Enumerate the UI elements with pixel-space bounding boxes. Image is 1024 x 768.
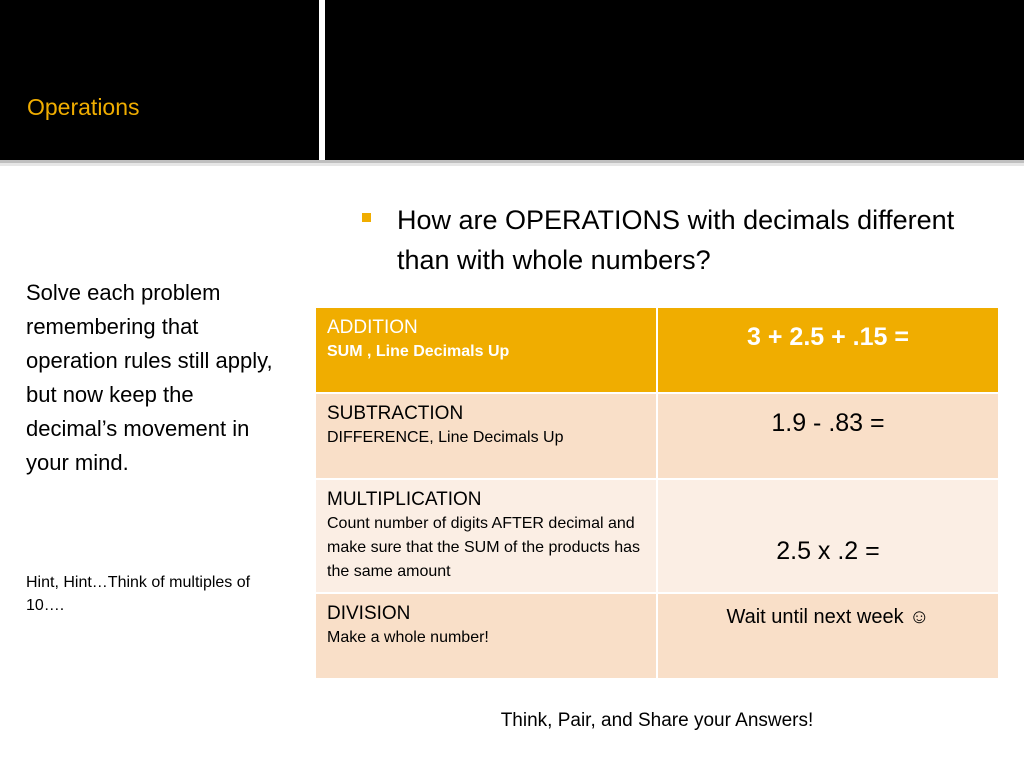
footer-text: Think, Pair, and Share your Answers! <box>500 710 814 731</box>
operation-cell <box>315 307 657 393</box>
problem-text: Wait until next week ☺ <box>726 606 930 628</box>
table-row-subtraction <box>315 393 999 479</box>
problem-text: 3 + 2.5 + .15 = <box>747 323 909 351</box>
operation-name: DIVISION <box>327 603 411 624</box>
slide-title: Operations <box>27 94 140 120</box>
problem-cell <box>657 307 999 393</box>
title-band-divider <box>319 0 325 160</box>
problem-cell <box>657 393 999 479</box>
operation-name: SUBTRACTION <box>327 403 464 424</box>
operation-name: ADDITION <box>327 317 418 338</box>
header-rule-light <box>0 163 1024 166</box>
square-bullet-icon <box>362 213 371 222</box>
operation-cell <box>315 479 657 593</box>
operation-name: MULTIPLICATION <box>327 489 482 510</box>
question-text: How are OPERATIONS with decimals different than with whole numbers? <box>397 205 955 275</box>
instructions-text: Solve each problem remembering that operation rules still apply, but now keep the decimal’s movement in your mind. <box>26 280 273 475</box>
problem-text: 1.9 - .83 = <box>771 409 885 437</box>
table-row-addition <box>315 307 999 393</box>
problem-cell <box>657 593 999 679</box>
operation-description: Count number of digits AFTER decimal and make sure that the SUM of the products has the same amount <box>327 515 641 580</box>
operation-cell <box>315 593 657 679</box>
table-row-division <box>315 593 999 679</box>
operations-table <box>314 306 1000 680</box>
problem-text: 2.5 x .2 = <box>776 537 880 565</box>
problem-cell <box>657 479 999 593</box>
table-row-multiplication <box>315 479 999 593</box>
operation-cell <box>315 393 657 479</box>
operation-description: DIFFERENCE, Line Decimals Up <box>327 429 564 446</box>
operation-description: Make a whole number! <box>327 629 489 646</box>
hint-text: Hint, Hint…Think of multiples of 10…. <box>26 574 251 614</box>
title-band <box>0 0 1024 160</box>
operation-description: SUM , Line Decimals Up <box>327 343 510 360</box>
